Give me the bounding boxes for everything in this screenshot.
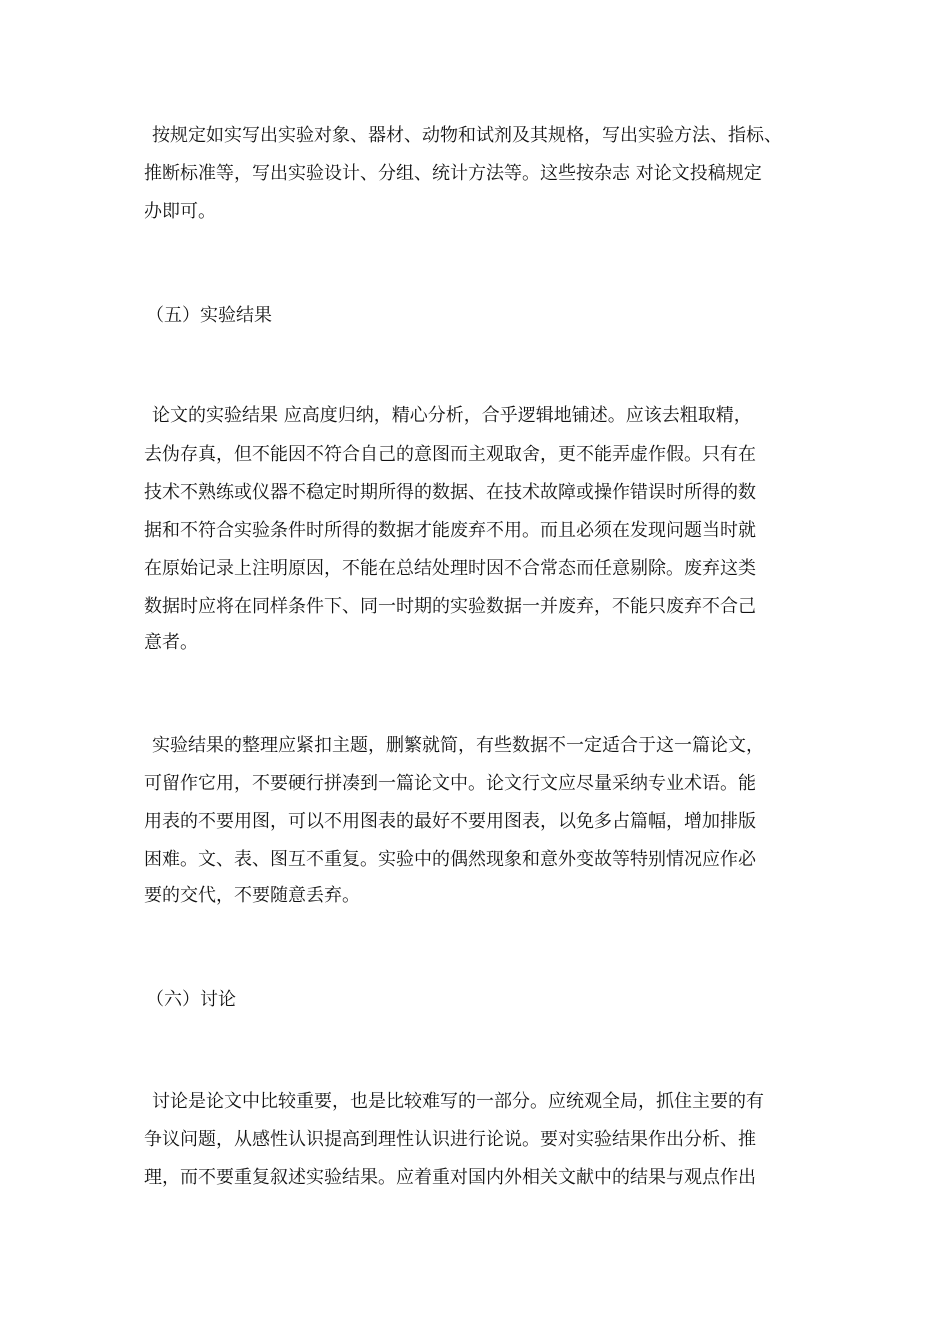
paragraph-4-line-2: 争议问题，从感性认识提高到理性认识进行论说。要对实验结果作出分析、推 [144,1129,756,1150]
section-heading-discussion: （六）讨论 [146,989,236,1010]
paragraph-4-line-3: 理，而不要重复叙述实验结果。应着重对国内外相关文献中的结果与观点作出 [144,1167,756,1188]
paragraph-4-line-1: 讨论是论文中比较重要，也是比较难写的一部分。应统观全局，抓住主要的有 [152,1091,764,1112]
paragraph-3-line-4: 困难。文、表、图互不重复。实验中的偶然现象和意外变故等特别情况应作必 [144,849,756,870]
paragraph-1-line-1: 按规定如实写出实验对象、器材、动物和试剂及其规格，写出实验方法、指标、 [152,125,782,146]
paragraph-1-line-2: 推断标准等，写出实验设计、分组、统计方法等。这些按杂志 对论文投稿规定 [144,163,762,184]
paragraph-2-line-5: 在原始记录上注明原因，不能在总结处理时因不合常态而任意剔除。废弃这类 [144,558,756,579]
paragraph-1-line-3: 办即可。 [144,201,216,222]
paragraph-2-line-4: 据和不符合实验条件时所得的数据才能废弃不用。而且必须在发现问题当时就 [144,520,756,541]
section-heading-results: （五）实验结果 [146,305,272,326]
paragraph-2-line-6: 数据时应将在同样条件下、同一时期的实验数据一并废弃，不能只废弃不合己 [144,596,756,617]
paragraph-3-line-3: 用表的不要用图，可以不用图表的最好不要用图表，以免多占篇幅，增加排版 [144,811,756,832]
paragraph-2-line-2: 去伪存真，但不能因不符合自己的意图而主观取舍，更不能弄虚作假。只有在 [144,444,756,465]
paragraph-2-line-7: 意者。 [144,632,198,653]
paragraph-3-line-1: 实验结果的整理应紧扣主题，删繁就简，有些数据不一定适合于这一篇论文， [152,735,764,756]
paragraph-3-line-5: 要的交代，不要随意丢弃。 [144,885,360,906]
paragraph-2-line-1: 论文的实验结果 应高度归纳，精心分析，合乎逻辑地铺述。应该去粗取精， [152,405,752,426]
paragraph-2-line-3: 技术不熟练或仪器不稳定时期所得的数据、在技术故障或操作错误时所得的数 [144,482,756,503]
paragraph-3-line-2: 可留作它用，不要硬行拼凑到一篇论文中。论文行文应尽量采纳专业术语。能 [144,773,756,794]
